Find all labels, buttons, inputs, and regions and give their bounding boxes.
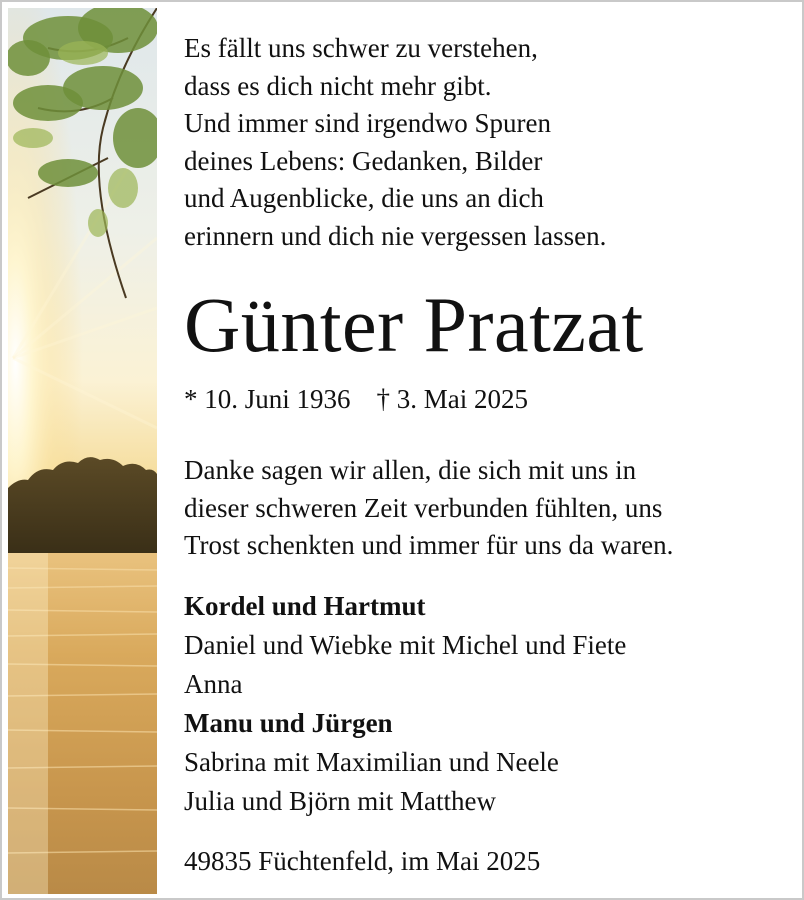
thanks-line: Danke sagen wir allen, die sich mit uns in <box>184 455 637 485</box>
family-line: Sabrina mit Maximilian und Neele <box>184 747 559 777</box>
place-date: 49835 Füchtenfeld, im Mai 2025 <box>184 846 541 876</box>
poem-line: Es fällt uns schwer zu verstehen, <box>184 33 538 63</box>
poem-line: dass es dich nicht mehr gibt. <box>184 70 492 101</box>
death-date: † 3. Mai 2025 <box>376 384 529 414</box>
birth-date: * 10. Juni 1936 <box>184 384 351 414</box>
sunset-lake-image <box>8 8 157 894</box>
thanks-line: Trost schenkten und immer für uns da waren. <box>184 530 674 560</box>
poem-line: deines Lebens: Gedanken, Bilder <box>184 145 543 176</box>
poem <box>184 30 606 255</box>
deceased-name: Günter Pratzat <box>184 281 644 368</box>
poem-line: erinnern und dich nie vergessen lassen. <box>184 220 607 251</box>
family-heading: Manu und Jürgen <box>184 708 393 738</box>
poem-line: und Augenblicke, die uns an dich <box>184 183 544 213</box>
thanks-line: dieser schweren Zeit verbunden fühlten, uns <box>184 492 663 523</box>
family-list <box>184 587 626 821</box>
life-dates <box>184 380 528 418</box>
family-line: Julia und Björn mit Matthew <box>184 786 496 816</box>
thanks-message <box>184 452 673 565</box>
family-line: Anna <box>184 669 243 699</box>
poem-line: Und immer sind irgendwo Spuren <box>184 108 551 138</box>
family-heading: Kordel und Hartmut <box>184 591 426 621</box>
family-line: Daniel und Wiebke mit Michel und Fiete <box>184 630 627 660</box>
